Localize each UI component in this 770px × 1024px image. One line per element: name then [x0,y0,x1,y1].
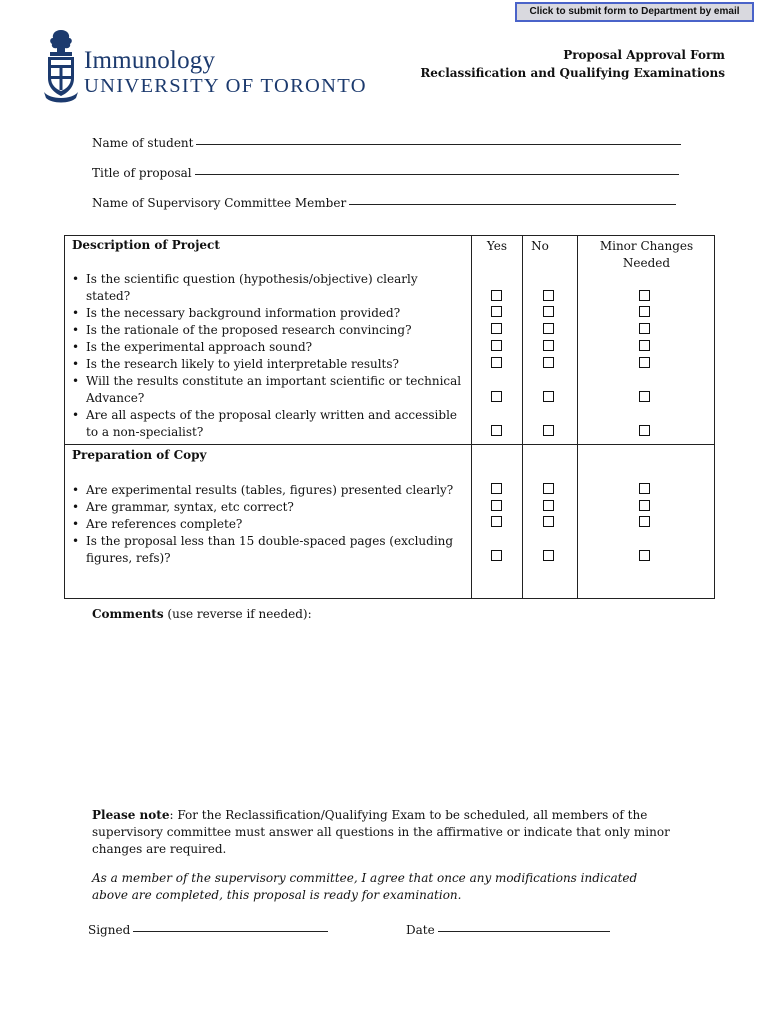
date-field [406,923,610,937]
checkbox-yes[interactable] [491,516,502,527]
description-of-project-heading: Description of Project [72,238,220,252]
checkbox-yes[interactable] [491,425,502,436]
list-item [72,499,468,516]
minor-changes-header-line2: Needed [622,256,671,270]
list-item [72,271,468,305]
checkbox-no[interactable] [543,483,554,494]
minor-changes-header-line1: Minor Changes [599,239,694,253]
question-text: • Is the proposal less than 15 double-spaced pages (excluding [86,534,454,548]
question-text-cont: to a non-specialist? [86,425,204,439]
list-item [72,356,468,373]
comments-area[interactable] [92,628,692,798]
checkbox-no[interactable] [543,550,554,561]
university-crest-icon [42,26,80,104]
checkbox-minor-changes[interactable] [639,550,650,561]
please-note-label: Please note [92,808,170,822]
checkbox-minor-changes[interactable] [639,290,650,301]
checkbox-minor-changes[interactable] [639,391,650,402]
checkbox-no[interactable] [543,391,554,402]
checkbox-minor-changes[interactable] [639,340,650,351]
checkbox-yes[interactable] [491,391,502,402]
checkbox-minor-changes[interactable] [639,483,650,494]
checkbox-minor-changes[interactable] [639,306,650,317]
description-questions [72,271,468,441]
checkbox-minor-changes[interactable] [639,425,650,436]
question-text: • Are references complete? [86,517,243,531]
checkbox-yes[interactable] [491,550,502,561]
list-item [72,516,468,533]
form-title [420,46,725,82]
form-title-line1: Proposal Approval Form [563,48,725,62]
checkbox-no[interactable] [543,306,554,317]
comments-label-bold: Comments [92,607,164,621]
proposal-title-label: Title of proposal [92,166,192,180]
checkbox-yes[interactable] [491,357,502,368]
checkbox-yes[interactable] [491,340,502,351]
student-name-field [92,136,681,150]
table-divider [471,235,472,599]
table-divider [577,235,578,599]
student-name-label: Name of student [92,136,194,150]
please-note-text: : For the Reclassification/Qualifying Exam to be scheduled, all members of the supervisory committee must answer all questions in the affirmative or indicate that only minor changes are required. [92,808,670,856]
department-logo-text: Immunology [84,47,216,74]
committee-member-label: Name of Supervisory Committee Member [92,196,347,210]
question-text-cont: figures, refs)? [86,551,171,565]
list-item [72,305,468,322]
university-logo-text: UNIVERSITY OF TORONTO [84,75,367,97]
checkbox-no[interactable] [543,516,554,527]
list-item [72,482,468,499]
question-text: • Is the experimental approach sound? [86,340,313,354]
preparation-questions [72,482,468,567]
checkbox-yes[interactable] [491,500,502,511]
checkbox-minor-changes[interactable] [639,323,650,334]
yes-column-header: Yes [486,239,508,253]
checkbox-minor-changes[interactable] [639,516,650,527]
question-text: • Are grammar, syntax, etc correct? [86,500,294,514]
checkbox-no[interactable] [543,340,554,351]
checkbox-yes[interactable] [491,483,502,494]
checkbox-yes[interactable] [491,323,502,334]
list-item [72,339,468,356]
proposal-title-field [92,166,679,180]
question-text: • Is the rationale of the proposed research convincing? [86,323,412,337]
question-text: • Will the results constitute an important scientific or technical [86,374,462,388]
checkbox-no[interactable] [543,357,554,368]
table-divider [522,235,523,599]
please-note-paragraph [92,807,672,858]
list-item [72,407,468,441]
comments-hint: (use reverse if needed): [163,607,312,621]
form-title-line2: Reclassification and Qualifying Examinations [420,66,725,80]
agreement-statement: As a member of the supervisory committee, I agree that once any modifications indicated above are completed, this proposal is ready for examination. [92,871,638,902]
preparation-of-copy-heading: Preparation of Copy [72,448,207,462]
checkbox-yes[interactable] [491,306,502,317]
checkbox-no[interactable] [543,290,554,301]
question-text: • Is the research likely to yield interpretable results? [86,357,399,371]
checkbox-minor-changes[interactable] [639,357,650,368]
list-item [72,533,468,567]
question-text: • Is the scientific question (hypothesis/objective) clearly [86,272,418,286]
question-text: • Are experimental results (tables, figures) presented clearly? [86,483,454,497]
committee-member-input[interactable] [349,204,676,205]
comments-label [92,607,312,621]
no-column-header: No [531,239,549,253]
question-text: • Are all aspects of the proposal clearly written and accessible [86,408,458,422]
committee-member-field [92,196,676,210]
question-text: • Is the necessary background information provided? [86,306,401,320]
date-label: Date [406,923,435,937]
checkbox-no[interactable] [543,323,554,334]
submit-by-email-button[interactable]: Click to submit form to Department by email [515,2,754,22]
checkbox-minor-changes[interactable] [639,500,650,511]
list-item [72,322,468,339]
checkbox-no[interactable] [543,425,554,436]
minor-changes-column-header [578,238,715,272]
date-input[interactable] [438,931,610,932]
signed-label: Signed [88,923,131,937]
proposal-title-input[interactable] [195,174,679,175]
question-text-cont: Advance? [86,391,145,405]
checkbox-yes[interactable] [491,290,502,301]
list-item [72,373,468,407]
checkbox-no[interactable] [543,500,554,511]
signature-field [88,923,328,937]
table-divider [64,444,715,445]
student-name-input[interactable] [196,144,681,145]
signature-input[interactable] [133,931,328,932]
question-text-cont: stated? [86,289,131,303]
